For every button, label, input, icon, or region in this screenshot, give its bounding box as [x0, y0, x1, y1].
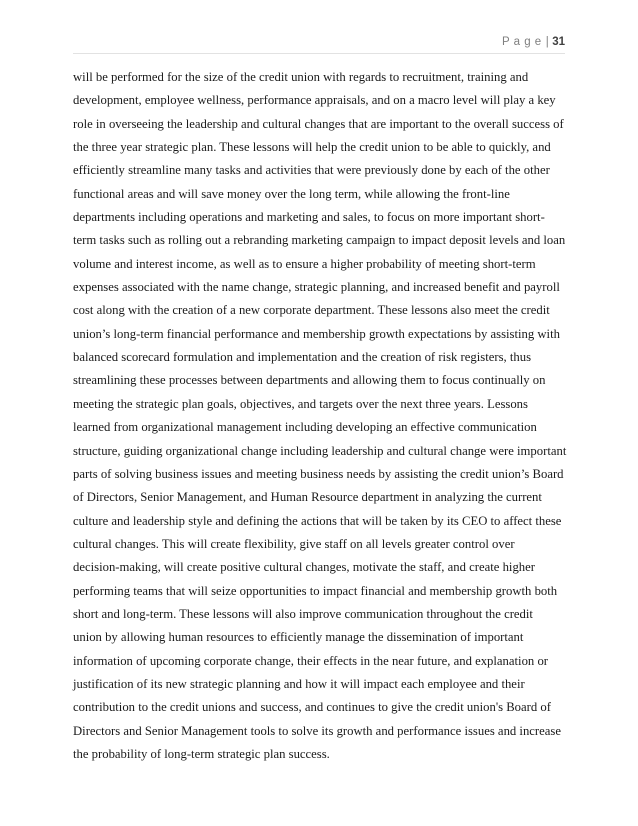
- text-line: performing teams that will seize opportunities to impact financial and membership growth both: [73, 583, 558, 598]
- body-paragraph: [73, 66, 573, 766]
- header-separator: |: [545, 36, 550, 48]
- text-line: learned from organizational management including developing an effective communication: [73, 420, 537, 435]
- page-header: [502, 36, 565, 48]
- text-line: short and long-term. These lessons will also improve communication throughout the credit: [73, 606, 533, 621]
- text-line: of Directors, Senior Management, and Human Resource department in analyzing the current: [73, 490, 542, 505]
- text-line: streamlining these processes between departments and allowing them to focus continually on: [73, 373, 546, 388]
- text-line: the three year strategic plan. These lessons will help the credit union to be able to quickly, and: [73, 140, 551, 155]
- text-line: departments including operations and marketing and sales, to focus on more important short-: [73, 210, 545, 225]
- text-line: development, employee wellness, performance appraisals, and on a macro level will play a key: [73, 93, 556, 108]
- text-line: term tasks such as rolling out a rebranding marketing campaign to impact deposit levels and loan: [73, 233, 566, 248]
- text-line: contribution to the credit unions and success, and continues to give the credit union's Board of: [73, 700, 551, 715]
- page-word: P a g e: [501, 36, 542, 48]
- text-line: expenses associated with the name change, strategic planning, and increased benefit and payroll: [73, 280, 560, 295]
- text-line: meeting the strategic plan goals, objectives, and targets over the next three years. Lessons: [73, 396, 528, 411]
- page-number: 31: [552, 36, 565, 48]
- text-line: structure, guiding organizational change including leadership and cultural change were important: [73, 443, 567, 458]
- text-line: cost along with the creation of a new corporate department. These lessons also meet the credit: [73, 303, 550, 318]
- text-line: culture and leadership style and defining the actions that will be taken by its CEO to affect these: [73, 513, 562, 528]
- text-line: volume and interest income, as well as to ensure a higher probability of meeting short-term: [73, 256, 536, 271]
- text-line: role in overseeing the leadership and cultural changes that are important to the overall success of: [73, 116, 564, 131]
- header-rule: [73, 53, 565, 54]
- text-line: balanced scorecard formulation and implementation and the creation of risk registers, thus: [73, 350, 532, 365]
- text-line: efficiently streamline many tasks and activities that were previously done by each of the other: [73, 163, 550, 178]
- text-line: union by allowing human resources to efficiently manage the dissemination of important: [73, 630, 524, 645]
- text-line: justification of its new strategic planning and how it will impact each employee and their: [73, 676, 525, 691]
- text-line: Directors and Senior Management tools to solve its growth and performance issues and increase: [73, 723, 561, 738]
- text-line: information of upcoming corporate change, their effects in the near future, and explanation or: [73, 653, 549, 668]
- text-line: will be performed for the size of the credit union with regards to recruitment, training and: [73, 70, 529, 84]
- text-line: union’s long-term financial performance and membership growth expectations by assisting with: [73, 326, 560, 341]
- text-line: functional areas and will save money over the long term, while allowing the front-line: [73, 186, 510, 201]
- text-line: the probability of long-term strategic plan success.: [73, 746, 330, 761]
- text-line: decision-making, will create positive cultural changes, motivate the staff, and create higher: [73, 560, 535, 575]
- text-line: parts of solving business issues and meeting business needs by assisting the credit union’s Board: [73, 466, 564, 481]
- text-line: cultural changes. This will create flexibility, give staff on all levels greater control over: [73, 536, 515, 551]
